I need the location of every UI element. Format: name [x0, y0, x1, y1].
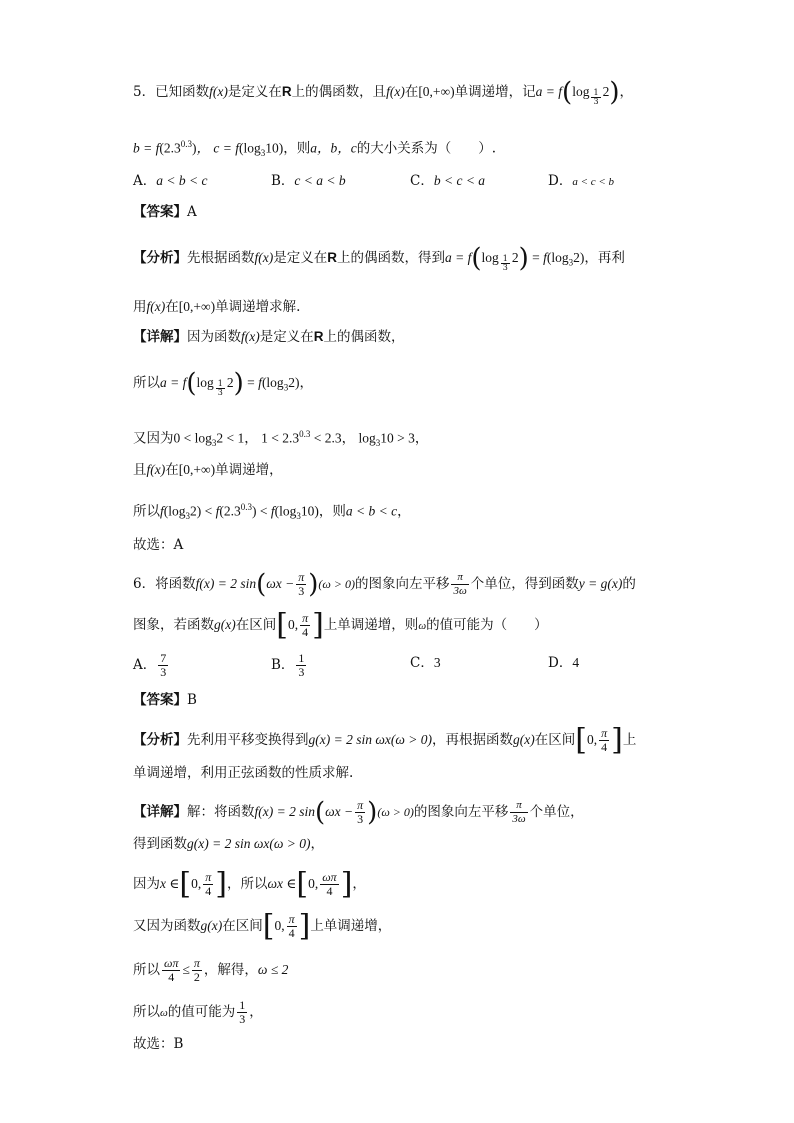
q6-conclusion: 故选：B — [133, 1036, 184, 1052]
q5-conclusion: 故选：A — [133, 537, 184, 553]
q5-analysis-line1: 【分析】先根据函数f(x)是定义在R上的偶函数，得到a = f(log $\frac{1}{3}$ $2) = f(\log_32)$，再利 — [133, 243, 625, 274]
q5-detail-line4: 且f(x)在[0,+∞)单调递增， — [133, 462, 283, 478]
q6-detail-line4: 又因为函数g(x)在区间[0, $\frac{\pi}{4}$ ]上单调递增， — [133, 908, 392, 944]
q5-detail-line3: 又因为$0 < \log_32 < 1$， $1 < 2.3^{0.3} < 2.3$， $\log_310 > 3$， — [133, 429, 429, 449]
q6-option-c[interactable]: C．3 — [410, 655, 441, 671]
q5-detail-line5: 所以$f(\log_32) < f(2.3^{0.3}) < f(\log_310)$，则a < b < c， — [133, 502, 411, 522]
q6-detail-line5: 所以 $\frac{\omega\pi}{4}$ ≤ $\frac{\pi}{2}$ ，解得，ω ≤ 2 — [133, 956, 289, 984]
q6-analysis-line2: 单调递增，利用正弦函数的性质求解. — [133, 765, 354, 781]
q6-option-a[interactable]: A． $\frac{7}{3}$ — [133, 651, 167, 679]
q5-option-c[interactable]: C．b < c < a — [410, 173, 486, 189]
q5-option-d[interactable]: D．a < c < b — [548, 173, 615, 189]
q5-option-a[interactable]: A．a < b < c — [133, 173, 208, 189]
q5-stem-line1: 5．已知函数f(x)是定义在R上的偶函数，且f(x)在[0,+∞)单调递增，记a = f(log $\frac{1}{3}$ 2)， — [133, 77, 633, 108]
q5-answer: 【答案】A — [133, 204, 197, 220]
q5-stem-line2: $b = f(2.3^{0.3})$， $c = f(\log_310)$，则a，b，c的大小关系为（ ）. — [133, 139, 497, 159]
q6-detail-line3: 因为x ∈[0, $\frac{\pi}{4}$ ]，所以ωx ∈[0, $\frac{\omega\pi}{4}$ ]， — [133, 866, 366, 902]
q6-option-b[interactable]: B． $\frac{1}{3}$ — [271, 651, 305, 679]
q6-detail-line1: 【详解】解：将函数f(x) = 2 sin(ωx − $\frac{\pi}{3}$ )(ω > 0)的图象向左平移 $\frac{\pi}{3\omega}$ 个单位， — [133, 797, 584, 828]
q5-analysis-line2: 用f(x)在[0,+∞)单调递增求解. — [133, 299, 301, 315]
q6-detail-line2: 得到函数g(x) = 2 sin ωx(ω > 0)， — [133, 836, 325, 852]
q5-detail-line2: 所以a = f(log $\frac{1}{3}$ $2) = f(\log_32)$， — [133, 368, 313, 399]
q6-detail-line6: 所以ω的值可能为 $\frac{1}{3}$ ， — [133, 998, 263, 1026]
q6-analysis-line1: 【分析】先利用平移变换得到g(x) = 2 sin ωx(ω > 0)，再根据函数g(x)在区间[0, $\frac{\pi}{4}$ ]上 — [133, 722, 637, 758]
q5-detail-line1: 【详解】因为函数f(x)是定义在R上的偶函数， — [133, 329, 405, 345]
q6-stem-line2: 图象，若函数g(x)在区间[0, $\frac{\pi}{4}$ ]上单调递增，则ω的值可能为（ ） — [133, 607, 548, 643]
q6-stem-line1: 6．将函数f(x) = 2 sin(ωx − $\frac{\pi}{3}$ )(ω > 0)的图象向左平移 $\frac{\pi}{3\omega}$ 个单位，得到函数y = g(x)的 — [133, 569, 636, 600]
q6-answer: 【答案】B — [133, 692, 197, 708]
q5-option-b[interactable]: B．c < a < b — [271, 173, 346, 189]
q6-option-d[interactable]: D．4 — [548, 655, 580, 671]
